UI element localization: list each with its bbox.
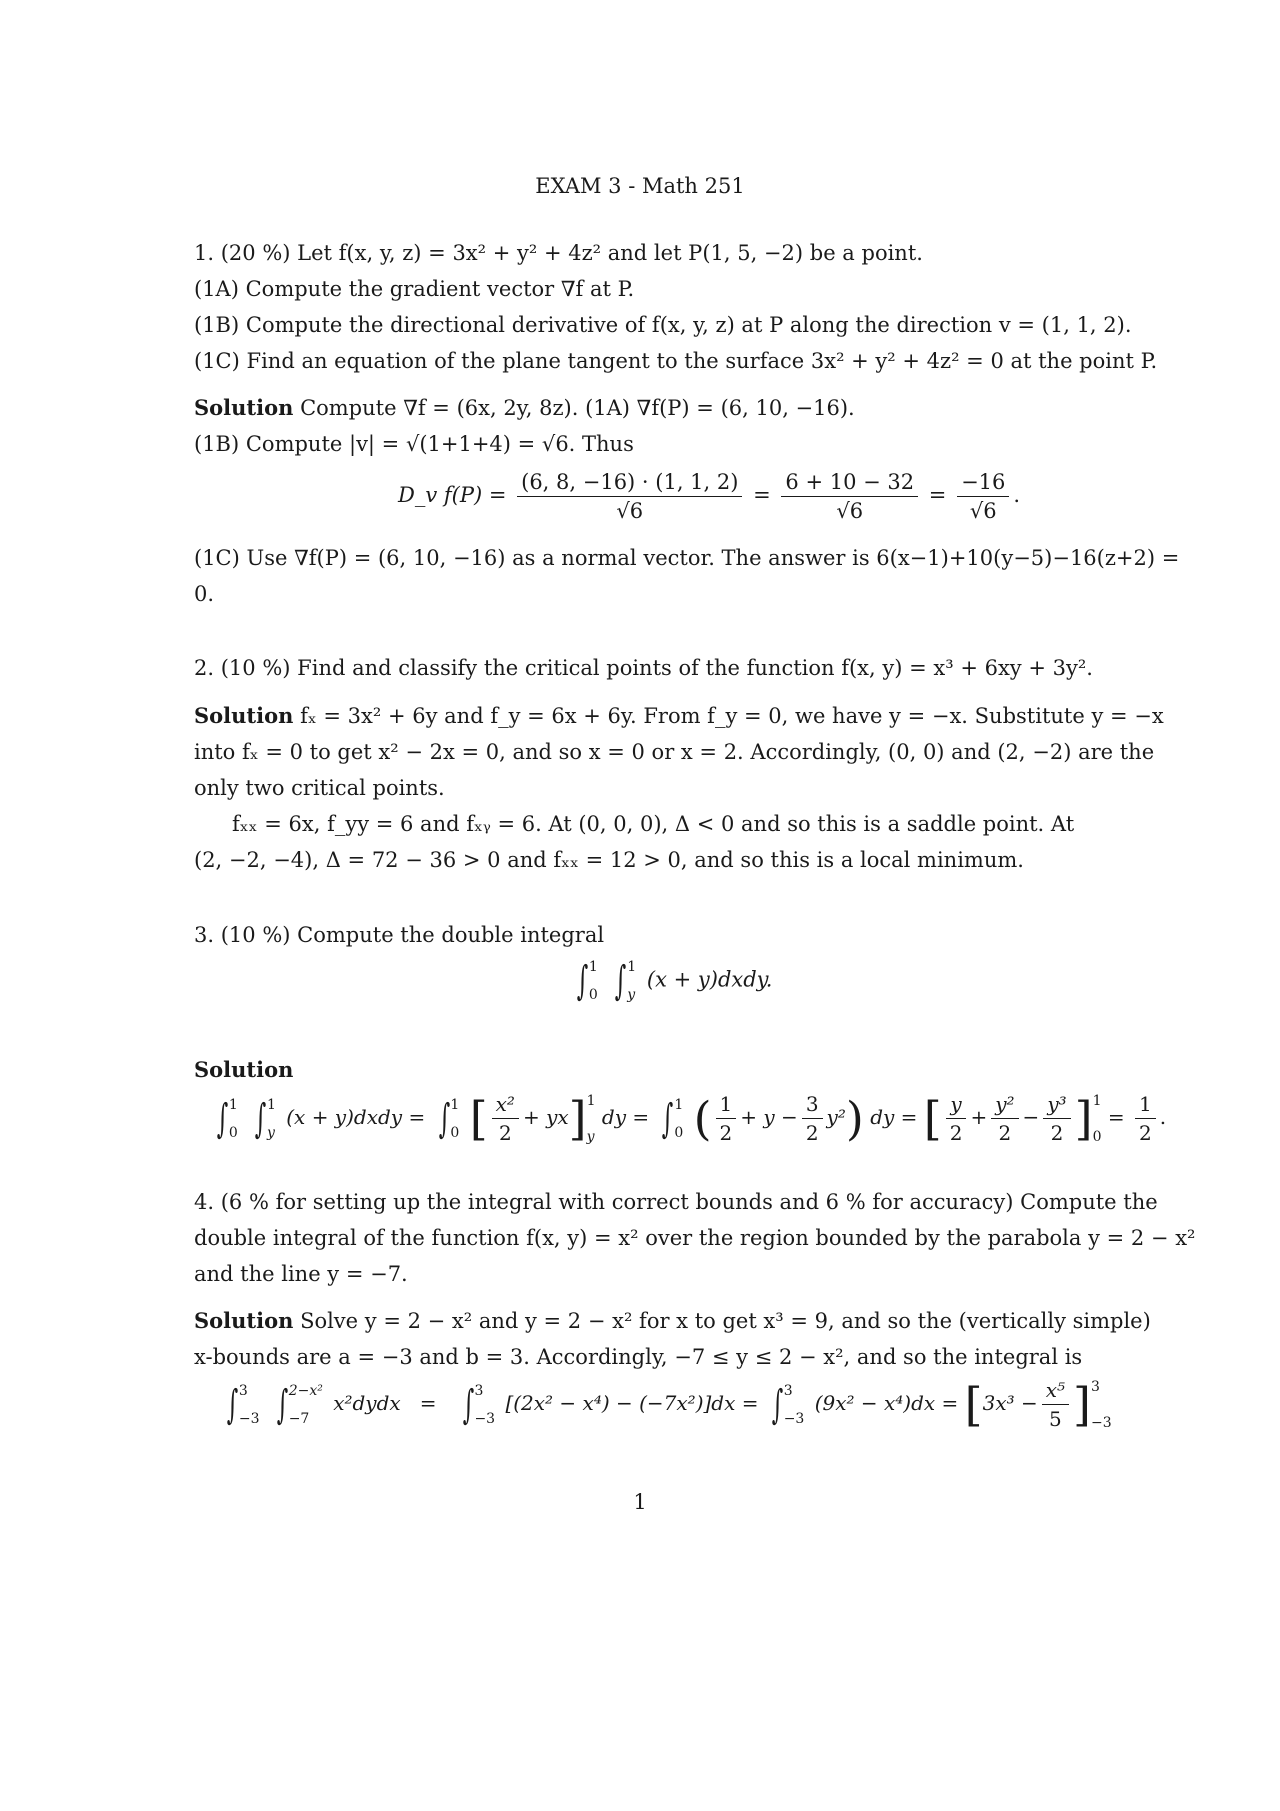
directional-derivative-equation: D_v f(P) = $\frac{(6, 8, -16) \cdot (1, 1, 2)}{√6}$ = $\frac{6 + 10 - 32}{√6}$ = $\frac{-16}{√6}$ .	[398, 470, 1021, 523]
integral-sign: ∫	[254, 1095, 267, 1142]
solution-2-line1: Solution fₓ = 3x² + 6y and f_y = 6x + 6y. From f_y = 0, we have y = −x. Substitute y = −x	[194, 703, 1164, 728]
integral-sign: ∫	[216, 1095, 229, 1142]
integral-sign: ∫	[462, 1381, 474, 1428]
solution-2-line5: (2, −2, −4), Δ = 72 − 36 > 0 and fₓₓ = 12 > 0, and so this is a local minimum.	[194, 848, 1024, 872]
solution-1-line4: 0.	[194, 582, 215, 606]
problem-1-statement: 1. (20 %) Let f(x, y, z) = 3x² + y² + 4z² and let P(1, 5, −2) be a point.	[194, 241, 923, 265]
problem-1a: (1A) Compute the gradient vector ∇f at P.	[194, 277, 635, 301]
problem-4-solution-chain: ∫ 3 −3 ∫ 2−x² −7 x²dydx = ∫ 3 −3 [(2x² − x⁴) − (−7x²)]dx = ∫ 3 −3 (9x² − x⁴)dx = [3x³ − $\frac{\text{x⁵}}{5}$ ] 3 −3	[226, 1377, 1112, 1432]
solution-heading: Solution	[194, 1308, 294, 1333]
solution-1-line3: (1C) Use ∇f(P) = (6, 10, −16) as a normal vector. The answer is 6(x−1)+10(y−5)−16(z+2) =	[194, 546, 1180, 570]
integral-sign: ∫	[438, 1095, 450, 1142]
integral-sign: ∫	[615, 958, 627, 1004]
problem-3-solution-chain: ∫ 1 0 ∫ 1 y (x + y)dxdy = ∫ 1 0 [ $\frac{\text{x²}}{2}$ + yx] 1 y dy = ∫ 1 0 ( $\frac{1}{2}$ + y − $\frac{3}{2}$ y²) dy = [ $\frac{y}{2}$ + $\frac{\text{y²}}{2}$ − $\frac{\text{y³}}{2}$ ] 1 0 = $\frac{1}{2}$ .	[216, 1091, 1167, 1146]
problem-2-statement: 2. (10 %) Find and classify the critical points of the function f(x, y) = x³ + 6xy + 3y².	[194, 656, 1093, 680]
fraction: $\frac{(6, 8, -16) \cdot (1, 1, 2)}{√6}$	[517, 470, 742, 523]
page-number: 1	[633, 1490, 647, 1514]
solution-2-line3: only two critical points.	[194, 776, 445, 800]
solution-heading: Solution	[194, 703, 294, 728]
integral-sign: ∫	[771, 1381, 784, 1428]
page-title: EXAM 3 - Math 251	[535, 174, 745, 198]
integral-sign: ∫	[276, 1381, 288, 1428]
integral-sign: ∫	[662, 1095, 674, 1142]
solution-4-line2: x-bounds are a = −3 and b = 3. Accordingly, −7 ≤ y ≤ 2 − x², and so the integral is	[194, 1345, 1083, 1369]
solution-1-line1: Solution Compute ∇f = (6x, 2y, 8z). (1A) ∇f(P) = (6, 10, −16).	[194, 395, 855, 420]
problem-3-integral: ∫ 1 0 ∫ 1 y (x + y)dxdy.	[576, 958, 773, 1004]
solution-4-line1: Solution Solve y = 2 − x² and y = 2 − x² for x to get x³ = 9, and so the (vertically simple)	[194, 1308, 1151, 1333]
problem-4-statement-line3: and the line y = −7.	[194, 1262, 408, 1286]
problem-1c: (1C) Find an equation of the plane tangent to the surface 3x² + y² + 4z² = 0 at the point P.	[194, 349, 1158, 373]
solution-2-line4: fₓₓ = 6x, f_yy = 6 and fₓᵧ = 6. At (0, 0, 0), Δ < 0 and so this is a saddle point. At	[232, 812, 1075, 836]
solution-heading: Solution	[194, 395, 294, 420]
solution-3-heading: Solution	[194, 1057, 294, 1082]
problem-1b: (1B) Compute the directional derivative of f(x, y, z) at P along the direction v = (1, 1, 2).	[194, 313, 1132, 337]
fraction: $\frac{-16}{√6}$	[957, 470, 1009, 523]
fraction: $\frac{6 + 10 - 32}{√6}$	[781, 470, 918, 523]
integral-sign: ∫	[226, 1381, 239, 1428]
problem-4-statement-line1: 4. (6 % for setting up the integral with correct bounds and 6 % for accuracy) Compute the	[194, 1190, 1158, 1214]
integral-sign: ∫	[576, 958, 589, 1004]
solution-2-line2: into fₓ = 0 to get x² − 2x = 0, and so x = 0 or x = 2. Accordingly, (0, 0) and (2, −2) are the	[194, 740, 1155, 764]
problem-4-statement-line2: double integral of the function f(x, y) = x² over the region bounded by the parabola y = 2 − x²	[194, 1226, 1196, 1250]
problem-3-statement: 3. (10 %) Compute the double integral	[194, 923, 605, 947]
solution-1-line2: (1B) Compute |v| = √(1+1+4) = √6. Thus	[194, 432, 634, 456]
